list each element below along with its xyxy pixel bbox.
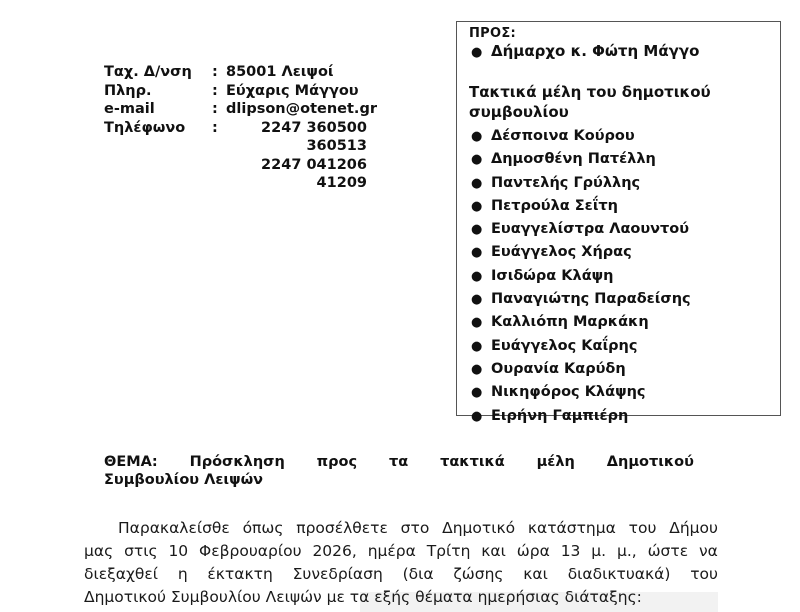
word: του xyxy=(628,519,657,537)
word: και xyxy=(481,542,506,560)
paragraph-line-clipped xyxy=(84,586,718,609)
subject-word: τακτικά xyxy=(440,454,505,470)
bullet-icon: ● xyxy=(471,268,483,284)
word: 10 xyxy=(168,542,189,560)
body-paragraph xyxy=(84,517,718,609)
member-name: Ευαγγελίστρα Λαουντού xyxy=(491,221,690,238)
phone-number: 360513 xyxy=(306,138,367,154)
bullet-icon: ● xyxy=(471,338,483,354)
phone-label: Τηλέφωνο xyxy=(104,119,186,136)
bullet-icon: ● xyxy=(471,408,483,424)
word: 13 xyxy=(560,542,581,560)
address-value: 85001 Λειψοί xyxy=(226,64,334,80)
email-value[interactable]: dlipson@otenet.gr xyxy=(226,101,377,117)
members-heading xyxy=(469,82,780,122)
bullet-icon: ● xyxy=(471,45,483,60)
bullet-icon: ● xyxy=(471,175,483,191)
bullet-icon: ● xyxy=(471,385,483,401)
word: να xyxy=(698,542,718,560)
member-name: Δημοσθένη Πατέλλη xyxy=(491,151,656,168)
word: Φεβρουαρίου xyxy=(199,542,302,560)
word: όπως xyxy=(242,519,284,537)
list-item xyxy=(469,125,780,148)
members-list xyxy=(469,125,780,428)
paragraph-line xyxy=(84,540,718,563)
email-row xyxy=(104,100,377,119)
member-name: Παναγιώτης Παραδείσης xyxy=(491,291,691,308)
contact-label: Πληρ. xyxy=(104,82,152,99)
subject-label: ΘΕΜΑ: xyxy=(104,454,158,470)
member-name: Ευάγγελος Καΐρης xyxy=(491,337,638,354)
word: στο xyxy=(400,519,430,537)
list-item xyxy=(469,335,780,358)
word: Παρακαλείσθε xyxy=(118,519,230,537)
list-item xyxy=(469,241,780,264)
paragraph-line xyxy=(84,563,718,586)
word: Τρίτη xyxy=(426,542,471,560)
word: η xyxy=(177,565,188,583)
colon: : xyxy=(212,119,218,136)
subject-word: προς xyxy=(316,454,358,470)
recipient-primary xyxy=(469,41,780,63)
word: έκτακτη xyxy=(207,565,273,583)
subject-line-1 xyxy=(104,453,694,471)
clipped-text: Δημοτικού Συμβουλίου Λειψών με τα εξής θέματα ημερήσιας διάταξης: xyxy=(84,588,642,606)
phone-number: 41209 xyxy=(316,175,367,191)
subject-word: Πρόσκληση xyxy=(189,454,285,470)
phone-block xyxy=(104,119,377,193)
list-item xyxy=(469,172,780,195)
list-item xyxy=(469,358,780,381)
bullet-icon: ● xyxy=(471,292,483,308)
list-item xyxy=(469,381,780,404)
phone-number: 2247 041206 xyxy=(261,156,367,173)
bullet-icon: ● xyxy=(471,198,483,214)
word: Δήμου xyxy=(669,519,718,537)
bullet-icon: ● xyxy=(471,361,483,377)
address-label: Ταχ. Δ/νση xyxy=(104,64,192,80)
word: και xyxy=(523,565,548,583)
word: Συνεδρίαση xyxy=(292,565,383,583)
phone-number: 2247 360500 xyxy=(261,119,367,136)
word: 2026, xyxy=(312,542,357,560)
bullet-icon: ● xyxy=(471,222,483,238)
recipient-name: Δήμαρχο κ. Φώτη Μάγγο xyxy=(491,42,700,60)
member-name: Ισιδώρα Κλάψη xyxy=(491,267,614,284)
members-heading-line2: συμβουλίου xyxy=(469,103,569,121)
member-name: Ευάγγελος Χήρας xyxy=(491,244,632,261)
address-row xyxy=(104,63,377,82)
colon: : xyxy=(212,101,218,117)
list-item xyxy=(469,405,780,428)
colon: : xyxy=(212,82,218,99)
bullet-icon: ● xyxy=(471,315,483,331)
word: Δημοτικό xyxy=(442,519,516,537)
word: στις xyxy=(124,542,158,560)
bullet-icon: ● xyxy=(471,152,483,168)
member-name: Ουρανία Καρύδη xyxy=(491,360,626,377)
recipients-heading: ΠΡΟΣ: xyxy=(469,26,517,41)
bullet-icon: ● xyxy=(471,245,483,261)
list-item xyxy=(469,288,780,311)
word: μ., xyxy=(616,542,637,560)
word: (δια xyxy=(402,565,434,583)
subject-word: μέλη xyxy=(536,454,575,470)
email-label: e-mail xyxy=(104,101,155,117)
member-name: Νικηφόρος Κλάψης xyxy=(491,384,646,401)
subject-word: τα xyxy=(388,454,409,470)
word: κατάστημα xyxy=(527,519,616,537)
paragraph-line xyxy=(84,517,718,540)
word: ζώσης xyxy=(453,565,504,583)
word: ώρα xyxy=(516,542,550,560)
word: διεξαχθεί xyxy=(84,565,159,583)
bullet-icon: ● xyxy=(471,129,483,144)
list-item xyxy=(469,311,780,334)
word: του xyxy=(690,565,718,583)
contact-value: Εύχαρις Μάγγου xyxy=(226,82,359,99)
word: μ. xyxy=(591,542,607,560)
list-item xyxy=(469,195,780,218)
colon: : xyxy=(212,64,218,80)
subject-line-2: Συμβουλίου Λειψών xyxy=(104,472,264,488)
member-name: Δέσποινα Κούρου xyxy=(491,128,635,144)
subject-word: Δημοτικού xyxy=(606,454,694,470)
subject xyxy=(104,453,694,489)
word: μας xyxy=(84,542,114,560)
recipient-box xyxy=(456,21,781,424)
member-name: Καλλιόπη Μαρκάκη xyxy=(491,314,649,331)
member-name: Πετρούλα Σεΐτη xyxy=(491,197,618,214)
member-name: Παντελής Γρύλλης xyxy=(491,174,641,191)
list-item xyxy=(469,148,780,171)
sender-info xyxy=(104,63,377,193)
word: προσέλθετε xyxy=(296,519,388,537)
word: ώστε xyxy=(647,542,689,560)
list-item xyxy=(469,265,780,288)
contact-row xyxy=(104,82,377,101)
word: διαδικτυακά) xyxy=(567,565,671,583)
member-name: Ειρήνη Γαμπιέρη xyxy=(491,407,629,424)
list-item xyxy=(469,218,780,241)
members-heading-line1: Τακτικά μέλη του δημοτικού xyxy=(469,83,711,101)
word: ημέρα xyxy=(367,542,416,560)
